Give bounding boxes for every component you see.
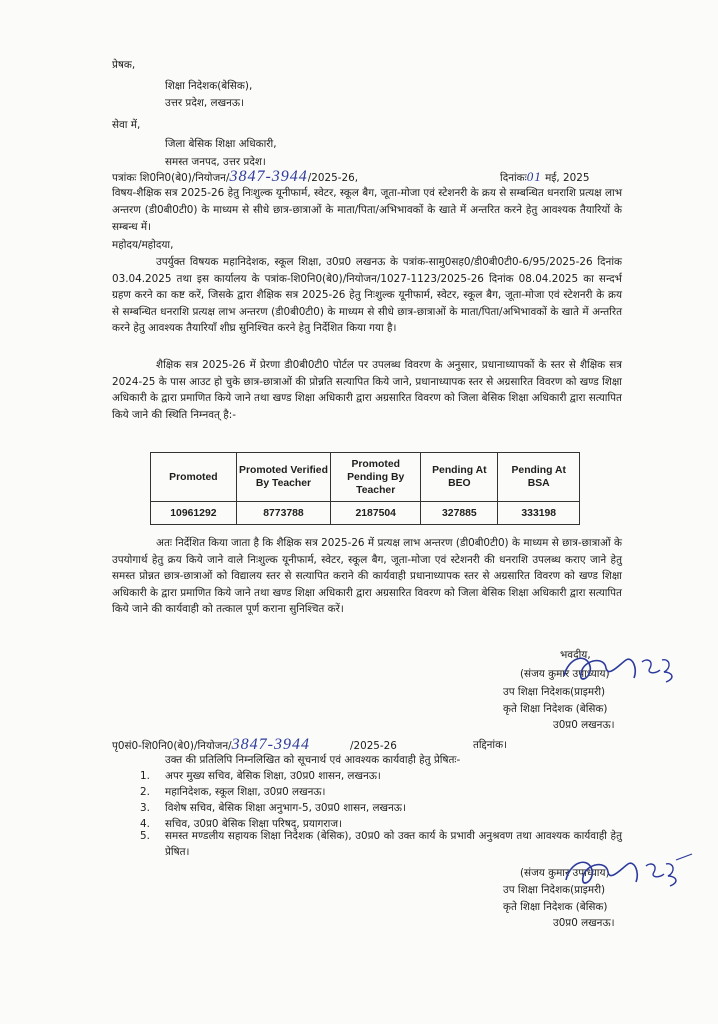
signer-title: उप शिक्षा निदेशक(प्राइमरी) [503,686,606,698]
table-header-row [151,453,580,502]
salutation: महोदय/महोदया, [112,239,174,251]
table-header: Pending At BEO [421,453,498,502]
signer-name: (संजय कुमार उपाध्याय) [520,867,610,879]
paragraph-1: उपर्युक्त विषयक महानिदेशक, स्कूल शिक्षा, उ0प्र0 लखनऊ के पत्रांक-सामु0सह0/डी0बी0टी0-6/95/2025-26 दिनांक 03.04.2025 तथा इस कार्यालय के पत्रांक-शि0नि0(बे0)/नियोजन/1027-1123/2025-26 दिनांक 08.04.2025 का सन्दर्भ ग्रहण करने का कष्ट करें, जिसके द्वारा शैक्षिक सत्र 2025-26 हेतु निःशुल्क यूनीफार्म, स्वेटर, स्कूल बैग, जूता-मोजा एवं स्टेशनरी के क्रय से सम्बन्धित धनराशि प्रत्यक्ष लाभ अन्तरण (डी0बी0टी0) के माध्यम से सीधे छात्र-छात्राओं के माता/पिता/अभिभावकों के खाते में अन्तरित करने हेतु आवश्यक तैयारियाँ शीघ्र सुनिश्चित करने हेतु निर्देशित किया गया है। [112,256,622,335]
closing: भवदीय, [560,649,591,661]
list-item: 5. समस्त मण्डलीय सहायक शिक्षा निदेशक (बेसिक), उ0प्र0 को उक्त कार्य के प्रभावी अनुश्रवण तथा आवश्यक कार्यवाही हेतु प्रेषित। [140,830,622,858]
recipient-label: सेवा में, [112,119,141,131]
table-header: Promoted [151,453,237,502]
ref-date: दिनांकः01 मई, 2025 [500,169,590,184]
list-item: 1. अपर मुख्य सचिव, बेसिक शिक्षा, उ0प्र0 शासन, लखनऊ। [140,770,381,782]
list-item: 4. सचिव, उ0प्र0 बेसिक शिक्षा परिषद्, प्रयागराज। [140,818,342,830]
sender-label: प्रेषक, [112,59,136,71]
list-item: 2. महानिदेशक, स्कूल शिक्षा, उ0प्र0 लखनऊ। [140,786,326,798]
table-cell: 333198 [498,502,580,525]
signer-name: (संजय कुमार उपाध्याय) [520,668,610,680]
ref-number-handwritten: 3847-3944 [229,168,308,185]
table-header: Promoted Pending By Teacher [331,453,421,502]
table-cell: 8773788 [236,502,330,525]
signature-scribble-2 [546,840,696,900]
table-cell: 2187504 [331,502,421,525]
endorsement-number-handwritten: 3847-3944 [231,736,310,753]
paragraph-2: शैक्षिक सत्र 2025-26 में प्रेरणा डी0बी0टी0 पोर्टल पर उपलब्ध विवरण के अनुसार, प्रधानाध्यापकों के स्तर से शैक्षिक सत्र 2024-25 के पास आउट हो चुके छात्र-छात्राओं की प्रोन्नति सत्यापित किये जाने, प्रधानाध्यापक स्तर से अग्रसारित विवरण को खण्ड शिक्षा अधिकारी के द्वारा प्रमाणित किये जाने तथा खण्ड शिक्षा अधिकारी द्वारा अग्रसारित विवरण को जिला बेसिक शिक्षा अधिकारी द्वारा सत्यापित किये जाने की स्थिति निम्नवत् है:- [112,359,622,421]
signer-title: उप शिक्षा निदेशक(प्राइमरी) [503,884,606,896]
signature-scribble-1 [546,638,686,698]
endorsement-date: तद्दिनांक। [473,739,508,751]
signer-place: उ0प्र0 लखनऊ। [553,719,615,731]
sender-name: शिक्षा निदेशक(बेसिक), [165,80,253,92]
subject: विषय-शैक्षिक सत्र 2025-26 हेतु निःशुल्क यूनीफार्म, स्वेटर, स्कूल बैग, जूता-मोजा एवं स्टेशनरी के क्रय से सम्बन्धित धनराशि प्रत्यक्ष लाभ अन्तरण (डी0बी0टी0) के माध्यम से सीधे छात्र-छात्राओं के माता/पिता/अभिभावकों के खाते में अन्तरित करने हेतु आवश्यक तैयारियों के सम्बन्ध में। [112,187,622,233]
ref-suffix: /2025-26, [307,172,358,184]
table-cell: 327885 [421,502,498,525]
paragraph-3: अतः निर्देशित किया जाता है कि शैक्षिक सत्र 2025-26 में प्रत्यक्ष लाभ अन्तरण (डी0बी0टी0) के माध्यम से छात्र-छात्राओं के उपयोगार्थ हेतु क्रय किये जाने वाले निःशुल्क यूनीफार्म, स्वेटर, स्कूल बैग, जूता-मोजा एवं स्टेशनरी की धनराशि उपलब्ध कराए जाने हेतु समस्त प्रोन्नत छात्र-छात्राओं को विद्यालय स्तर से सत्यापित कराने की कार्यवाही प्रधानाध्यापक स्तर से अग्रसारित विवरण को खण्ड शिक्षा अधिकारी के द्वारा प्रमाणित किये जाने तथा खण्ड शिक्षा अधिकारी द्वारा अग्रसारित विवरण को जिला बेसिक शिक्षा अधिकारी द्वारा सत्यापित किये जाने की कार्यवाही को तत्काल पूर्ण कराना सुनिश्चित करें। [112,537,622,616]
sender-place: उत्तर प्रदेश, लखनऊ। [165,97,244,109]
ref-date-day-handwritten: 01 [526,169,542,184]
signer-place: उ0प्र0 लखनऊ। [553,917,615,929]
recipient-name: जिला बेसिक शिक्षा अधिकारी, [165,138,277,150]
list-item: 3. विशेष सचिव, बेसिक शिक्षा अनुभाग-5, उ0प्र0 शासन, लखनऊ। [140,802,406,814]
table-header: Pending At BSA [498,453,580,502]
signer-role: कृते शिक्षा निदेशक (बेसिक) [503,703,608,715]
endorsement-intro: उक्त की प्रतिलिपि निम्नलिखित को सूचनार्थ एवं आवश्यक कार्यवाही हेतु प्रेषितः- [165,754,461,766]
table-cell: 10961292 [151,502,237,525]
signer-role: कृते शिक्षा निदेशक (बेसिक) [503,901,608,913]
reference-line [112,170,358,185]
endorsement-line: पृ0सं0-शि0नि0(बे0)/नियोजन/3847-3944 /2025-26 [112,736,397,753]
table-header: Promoted Verified By Teacher [236,453,330,502]
status-table [150,452,580,525]
recipient-place: समस्त जनपद, उत्तर प्रदेश। [165,156,266,168]
table-row [151,502,580,525]
ref-prefix: पत्रांकः शि0नि0(बे0)/नियोजन/ [112,172,230,184]
